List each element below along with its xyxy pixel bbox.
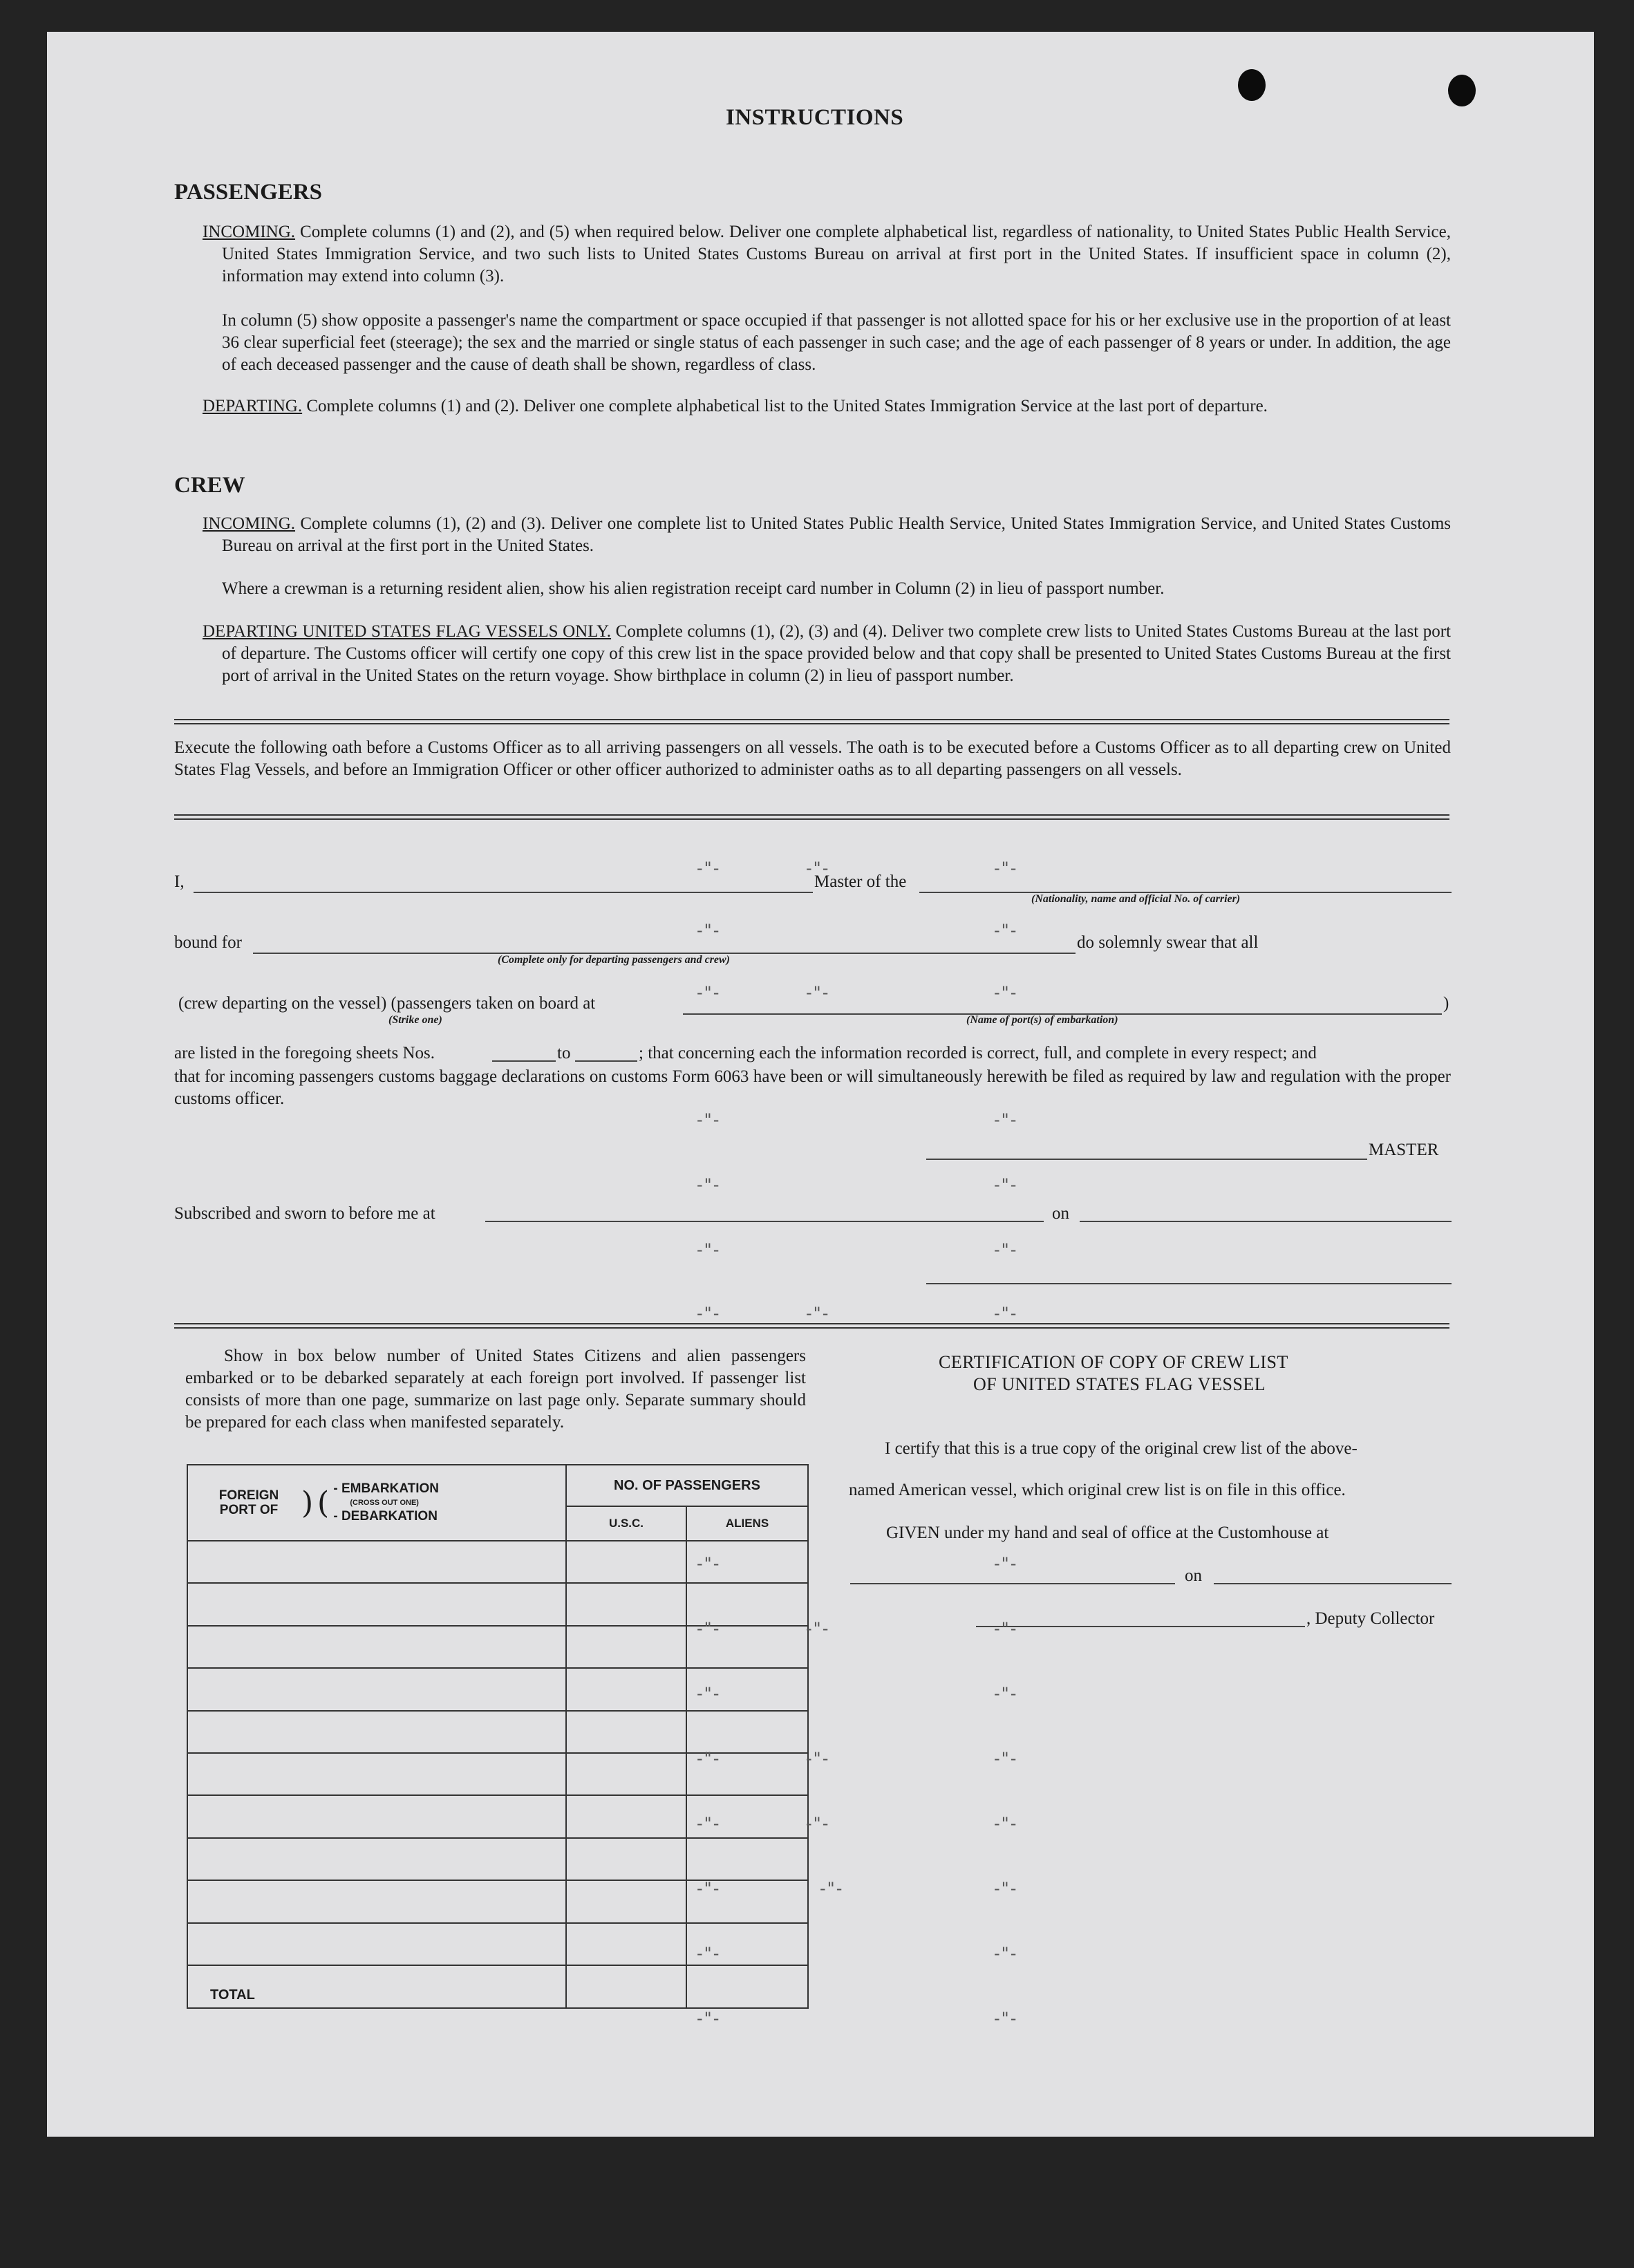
ditto-mark: -"-	[820, 1879, 844, 1898]
sheet-to-field[interactable]	[575, 1060, 637, 1062]
brace-left: )	[301, 1485, 314, 1521]
usc-cell[interactable]	[566, 1668, 686, 1710]
ditto-mark: -"-	[697, 1684, 721, 1703]
crew-returning-paragraph: Where a crewman is a returning resident alien, show his alien registration receipt card number in Column (2) in lieu of passport number.	[222, 579, 1165, 598]
ditto-mark: -"-	[994, 921, 1018, 940]
port-cell[interactable]	[187, 1838, 566, 1880]
usc-cell[interactable]	[566, 1626, 686, 1668]
table-row	[187, 1711, 808, 1753]
ditto-mark: -"-	[697, 1619, 721, 1638]
port-cell[interactable]	[187, 1541, 566, 1583]
passengers-column5-paragraph: In column (5) show opposite a passenger's name the compartment or space occupied if that passenger is not allotted space for his or her exclusive use in the proportion of at least 36 clear superficial feet (steerage); the sex and the married or single status of each passenger in such case; and the age of each passenger of 8 years or under. In addition, the age of each deceased passenger and the cause of death shall be shown, regardless of class.	[222, 311, 1451, 374]
master-of-the-label: Master of the	[814, 872, 907, 891]
ditto-mark: -"-	[697, 1749, 721, 1768]
usc-cell[interactable]	[566, 1753, 686, 1795]
usc-cell[interactable]	[566, 1583, 686, 1625]
total-row	[187, 1965, 808, 2008]
sworn-date-field[interactable]	[1080, 1221, 1452, 1222]
divider-3	[174, 1323, 1449, 1329]
usc-cell[interactable]	[566, 1541, 686, 1583]
usc-cell[interactable]	[566, 1711, 686, 1753]
listed-to-label: to	[557, 1044, 571, 1062]
ditto-mark: -"-	[697, 1879, 721, 1898]
crew-departing-paragraph	[203, 621, 1451, 687]
divider-1	[174, 719, 1449, 724]
page-title: INSTRUCTIONS	[726, 105, 904, 130]
foreign-port-label: FOREIGN PORT OF	[218, 1488, 279, 1517]
aliens-cell[interactable]	[686, 1711, 808, 1753]
punch-hole-left	[1238, 69, 1266, 101]
certification-line-1: I certify that this is a true copy of the original crew list of the above-	[885, 1439, 1358, 1458]
crew-departing-label-line: (crew departing on the vessel) (passengers taken on board at	[178, 994, 596, 1013]
ditto-mark: -"-	[994, 1240, 1018, 1259]
subscribed-on-label: on	[1052, 1204, 1069, 1223]
ditto-mark: -"-	[697, 1554, 721, 1573]
passengers-departing-paragraph	[203, 395, 1451, 418]
total-label: TOTAL	[210, 1987, 255, 2003]
ditto-mark: -"-	[806, 1304, 830, 1323]
ditto-mark: -"-	[697, 1175, 721, 1194]
ditto-mark: -"-	[806, 1749, 830, 1768]
port-cell[interactable]	[187, 1711, 566, 1753]
ditto-mark: -"-	[994, 2009, 1018, 2028]
listed-label-1: are listed in the foregoing sheets Nos.	[174, 1044, 435, 1062]
subscribed-label: Subscribed and sworn to before me at	[174, 1204, 435, 1223]
passengers-heading: PASSENGERS	[174, 180, 322, 205]
ditto-mark: -"-	[806, 983, 830, 1002]
oath-instruction: Execute the following oath before a Customs Officer as to all arriving passengers on all vessels. The oath is to be executed before a Customs Officer as to all departing crew on United States Flag Vessels, and before an Immigration Officer or other officer authorized to administer oaths as to all departing passengers on all vessels.	[174, 738, 1451, 779]
cross-out-one-label: (CROSS OUT ONE)	[350, 1499, 419, 1507]
ditto-mark: -"-	[806, 859, 830, 878]
deputy-collector-label: , Deputy Collector	[1306, 1609, 1435, 1628]
embarkation-label: - EMBARKATION	[333, 1481, 440, 1496]
ditto-mark: -"-	[994, 1554, 1018, 1573]
usc-cell[interactable]	[566, 1923, 686, 1965]
crew-incoming-text: Complete columns (1), (2) and (3). Deliver one complete list to United States Public Health Service, United States Immigration Service, and United States Customs Bureau on arrival at the first port in the United States.	[222, 514, 1451, 555]
crew-incoming-label: INCOMING.	[203, 514, 296, 533]
divider-2	[174, 814, 1449, 820]
ditto-mark: -"-	[697, 1304, 721, 1323]
aliens-header: ALIENS	[686, 1506, 808, 1541]
ditto-mark: -"-	[697, 2009, 721, 2028]
crew-heading: CREW	[174, 473, 245, 498]
usc-cell[interactable]	[566, 1838, 686, 1880]
ditto-mark: -"-	[806, 1619, 830, 1638]
certification-on-label: on	[1185, 1566, 1202, 1585]
passengers-incoming-label: INCOMING.	[203, 223, 296, 241]
port-cell[interactable]	[187, 1668, 566, 1710]
passengers-incoming-paragraph	[203, 221, 1451, 288]
ditto-mark: -"-	[994, 1684, 1018, 1703]
certification-title-2: OF UNITED STATES FLAG VESSEL	[973, 1374, 1266, 1394]
ditto-mark: -"-	[994, 1175, 1018, 1194]
crew-departing-label: DEPARTING UNITED STATES FLAG VESSELS ONLY.	[203, 622, 612, 641]
port-header-cell	[187, 1465, 566, 1541]
total-label-cell	[187, 1965, 566, 2008]
ditto-mark: -"-	[806, 1814, 830, 1833]
sworn-at-field[interactable]	[485, 1221, 1044, 1222]
ditto-mark: -"-	[697, 983, 721, 1002]
ditto-mark: -"-	[994, 1110, 1018, 1130]
crew-departing-text: Complete columns (1), (2), (3) and (4). Deliver two complete crew lists to United States Customs Bureau at the last port of departure. The Customs officer will certify one copy of this crew list in the space provided below and that copy shall be presented to United States Customs Bureau at the first port of arrival in the United States on the return voyage. Show birthplace in column (2) in lieu of passport number.	[222, 622, 1451, 685]
certification-line-2: named American vessel, which original crew list is on file in this office.	[849, 1481, 1346, 1499]
port-cell[interactable]	[187, 1753, 566, 1795]
ditto-mark: -"-	[994, 859, 1018, 878]
name-of-ports-caption: (Name of port(s) of embarkation)	[966, 1014, 1118, 1026]
ditto-mark: -"-	[994, 1814, 1018, 1833]
master-label: MASTER	[1369, 1141, 1439, 1159]
ditto-mark: -"-	[697, 1814, 721, 1833]
ditto-mark: -"-	[697, 859, 721, 878]
aliens-cell[interactable]	[686, 1838, 808, 1880]
table-row	[187, 1838, 808, 1880]
ditto-mark: -"-	[994, 1619, 1018, 1638]
port-cell[interactable]	[187, 1923, 566, 1965]
passengers-incoming-text: Complete columns (1) and (2), and (5) when required below. Deliver one complete alphabetical list, regardless of nationality, to United States Public Health Service, United States Immigration Service, and two such lists to United States Customs Bureau on arrival at first port in the United States. If insufficient space in column (2), information may extend into column (3).	[222, 223, 1451, 285]
total-aliens-cell[interactable]	[686, 1965, 808, 2008]
customhouse-field[interactable]	[850, 1583, 1175, 1584]
master-signature-field[interactable]	[926, 1159, 1367, 1160]
strike-one-caption: (Strike one)	[388, 1014, 442, 1026]
embark-debark-labels	[333, 1482, 439, 1524]
ditto-mark: -"-	[994, 1944, 1018, 1963]
brace-right: )	[317, 1485, 330, 1521]
ditto-mark: -"-	[994, 1304, 1018, 1323]
nationality-caption: (Nationality, name and official No. of carrier)	[1031, 893, 1241, 905]
certification-title-1: CERTIFICATION OF COPY OF CREW LIST	[939, 1352, 1288, 1372]
listed-label-2: ; that concerning each the information recorded is correct, full, and complete in every respect; and	[639, 1044, 1317, 1062]
ditto-mark: -"-	[697, 1240, 721, 1259]
ditto-mark: -"-	[697, 1110, 721, 1130]
ditto-mark: -"-	[994, 983, 1018, 1002]
usc-header: U.S.C.	[566, 1506, 686, 1541]
usc-cell[interactable]	[566, 1795, 686, 1837]
close-paren: )	[1443, 994, 1449, 1013]
passenger-summary-table	[187, 1464, 809, 2009]
certification-line-3: GIVEN under my hand and seal of office at the Customhouse at	[886, 1524, 1329, 1542]
ditto-mark: -"-	[994, 1879, 1018, 1898]
sheet-from-field[interactable]	[492, 1060, 556, 1062]
listed-label-3: that for incoming passengers customs baggage declarations on customs Form 6063 have been or will simultaneously herewith be filed as required by law and regulation with the proper customs officer.	[174, 1067, 1451, 1108]
crew-incoming-paragraph	[203, 513, 1451, 557]
usc-cell[interactable]	[566, 1880, 686, 1922]
officer-signature-field[interactable]	[926, 1283, 1452, 1284]
port-cell[interactable]	[187, 1880, 566, 1922]
summary-instruction: Show in box below number of United States Citizens and alien passengers embarked or to be debarked separately at each foreign port involved. If passenger list consists of more than one page, summarize on last page only. Separate summary should be prepared for each class when manifested separately.	[185, 1347, 806, 1432]
deputy-collector-signature-field[interactable]	[976, 1626, 1305, 1627]
passengers-departing-label: DEPARTING.	[203, 397, 303, 415]
master-name-field[interactable]	[194, 892, 813, 893]
debarkation-label: - DEBARKATION	[333, 1509, 438, 1524]
ditto-mark: -"-	[697, 1944, 721, 1963]
port-cell[interactable]	[187, 1795, 566, 1837]
passengers-departing-text: Complete columns (1) and (2). Deliver one complete alphabetical list to the United States Immigration Service at the last port of departure.	[302, 397, 1268, 415]
oath-i-label: I,	[174, 872, 185, 891]
port-cell[interactable]	[187, 1626, 566, 1668]
ditto-mark: -"-	[994, 1749, 1018, 1768]
bound-for-label: bound for	[174, 933, 242, 952]
punch-hole-right	[1448, 75, 1476, 106]
port-cell[interactable]	[187, 1583, 566, 1625]
swear-label: do solemnly swear that all	[1077, 933, 1259, 952]
certification-date-field[interactable]	[1214, 1583, 1452, 1584]
ditto-mark: -"-	[697, 921, 721, 940]
total-usc-cell[interactable]	[566, 1965, 686, 2008]
no-of-passengers-header: NO. OF PASSENGERS	[566, 1465, 808, 1506]
complete-only-caption: (Complete only for departing passengers and crew)	[498, 954, 730, 966]
